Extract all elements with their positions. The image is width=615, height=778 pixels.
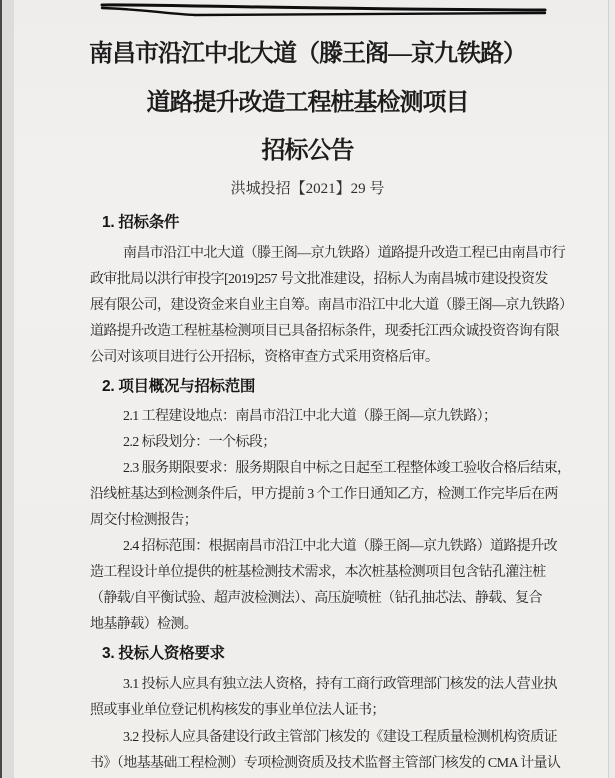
doc-text-line: 公司对该项目进行公开招标，资格审查方式采用资格后审。 (90, 350, 439, 365)
doc-text-line: 道路提升改造工程桩基检测项目已具备招标条件，现委托江西众诚投资咨询有限 (90, 324, 559, 339)
doc-text-line: （静载/自平衡试验、超声波检测法）、高压旋喷桩（钻孔抽芯法、静载、复合 (90, 591, 542, 606)
doc-number: 洪城投招【2021】29 号 (230, 181, 385, 197)
doc-text-line: 造工程设计单位提供的桩基检测技术需求，本次桩基检测项目包含钻孔灌注桩 (90, 565, 546, 580)
doc-text-line: 照或事业单位登记机构核发的事业单位法人证书； (90, 703, 385, 718)
doc-text-line: 政审批局以洪行审投字[2019]257 号文批准建设，招标人为南昌城市建设投资发 (90, 272, 548, 287)
scan-top-line-artifact (95, 1, 555, 23)
doc-text-line: 南昌市沿江中北大道（滕王阁—京九铁路）道路提升改造工程已由南昌市行 (123, 246, 566, 261)
doc-text-line: 2.4 招标范围：根据南昌市沿江中北大道（滕王阁—京九铁路）道路提升改 (123, 539, 557, 554)
doc-text-line: 2.2 标段划分：一个标段； (123, 435, 276, 450)
doc-text-line: 3.2 投标人应具备建设行政主管部门核发的《建设工程质量检测机构资质证 (123, 730, 557, 745)
doc-text-line: 书》（地基基础工程检测）专项检测资质及技术监督主管部门核发的 CMA 计量认 (90, 756, 561, 771)
doc-text-line: 地基静载）检测。 (90, 617, 198, 632)
doc-text-line: 周交付检测报告； (90, 513, 198, 528)
doc-text-line: 2.1 工程建设地点：南昌市沿江中北大道（滕王阁—京九铁路）； (123, 409, 497, 424)
section-heading-1: 1. 招标条件 (102, 214, 180, 231)
doc-text-line: 3.1 投标人应具有独立法人资格，持有工商行政管理部门核发的法人营业执 (123, 677, 557, 692)
doc-title-line-1: 南昌市沿江中北大道（滕王阁—京九铁路） (89, 41, 526, 67)
section-heading-2: 2. 项目概况与招标范围 (102, 378, 256, 395)
doc-text-line: 2.3 服务期限要求：服务期限自中标之日起至工程整体竣工验收合格后结束， (123, 461, 571, 476)
doc-title-line-3: 招标公告 (261, 138, 354, 164)
doc-text-line: 沿线桩基达到检测条件后，甲方提前 3 个工作日通知乙方，检测工作完毕后在两 (90, 487, 558, 502)
doc-text-line: 展有限公司，建设资金来自业主自筹。南昌市沿江中北大道（滕王阁—京九铁路） (90, 298, 573, 313)
section-heading-3: 3. 投标人资格要求 (102, 645, 225, 662)
doc-title-line-2: 道路提升改造工程桩基检测项目 (146, 90, 469, 116)
